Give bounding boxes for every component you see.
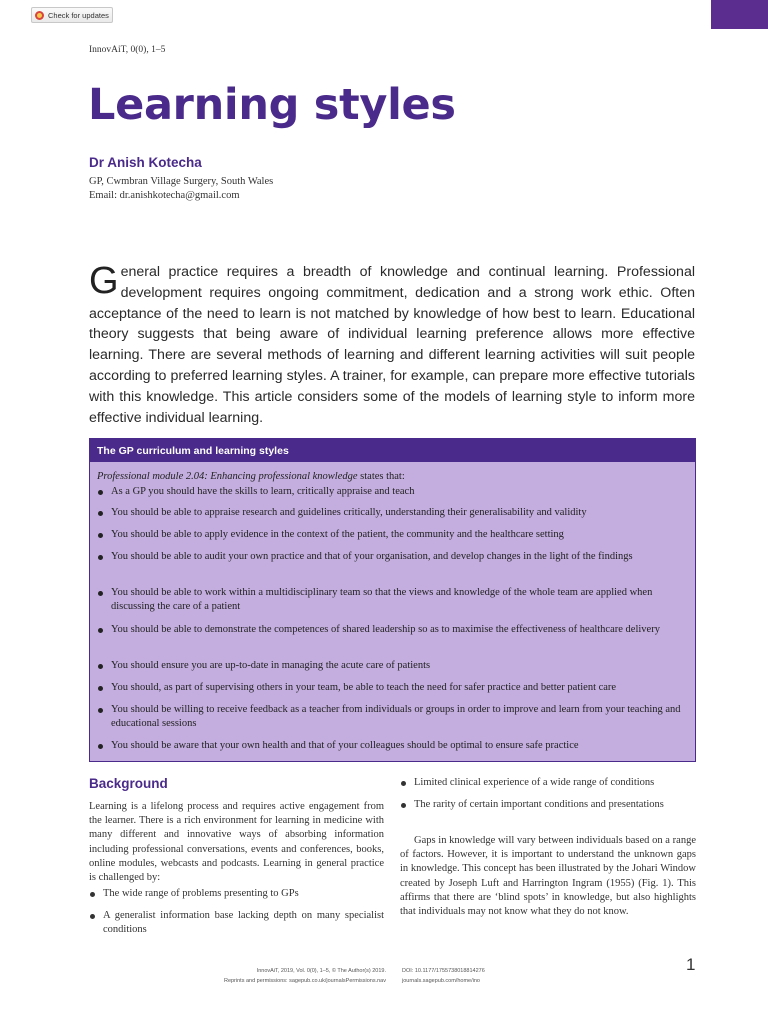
- footer-doi-block: [402, 967, 602, 986]
- author-affiliation-block: [89, 175, 273, 202]
- curriculum-box-title: The GP curriculum and learning styles: [90, 439, 695, 462]
- list-item: Limited clinical experience of a wide range of conditions: [400, 776, 696, 790]
- footer-copyright: [190, 967, 386, 986]
- curriculum-box-intro: [97, 471, 405, 482]
- list-item: You should ensure you are up-to-date in managing the acute care of patients: [97, 659, 689, 673]
- author-email: Email: dr.anishkotecha@gmail.com: [89, 189, 240, 201]
- journal-reference: InnovAiT, 0(0), 1–5: [89, 45, 166, 55]
- background-paragraph: Learning is a lifelong process and requires active engagement from the learner. There is a rich environment for learning in medicine with many different and innovative ways of absorbing information including professional conversations, events and conferences, books, online modules, webcasts and podcasts. Learning in general practice is challenged by:: [89, 801, 384, 884]
- list-item: You should be able to demonstrate the competences of shared leadership so as to maximise the effectiveness of healthcare delivery: [97, 623, 689, 637]
- curriculum-box: [89, 438, 696, 762]
- list-item: A generalist information base lacking depth on many specialist conditions: [89, 909, 384, 937]
- list-item: As a GP you should have the skills to learn, critically appraise and teach: [97, 485, 689, 499]
- footer-doi: DOI: 10.1177/1755738018814276: [402, 968, 485, 974]
- crossmark-icon: [35, 11, 44, 20]
- author-affiliation: GP, Cwmbran Village Surgery, South Wales: [89, 176, 274, 187]
- intro-paragraph: [89, 262, 695, 428]
- page-number: 1: [686, 955, 696, 974]
- check-for-updates-label: Check for updates: [48, 10, 109, 20]
- check-for-updates-button[interactable]: [31, 7, 113, 23]
- article-title: Learning styles: [88, 80, 456, 130]
- list-item: You should, as part of supervising others in your team, be able to teach the need for safer practice and better patient care: [97, 681, 689, 695]
- list-item: You should be able to audit your own practice and that of your organisation, and develop changes in the light of the findings: [97, 550, 689, 564]
- list-item: You should be willing to receive feedback as a teacher from individuals or groups in order to improve and learn from your teaching and educational sessions: [97, 703, 689, 732]
- list-item: You should be able to apply evidence in the context of the patient, the community and the healthcare setting: [97, 528, 689, 542]
- module-intro-rest: states that:: [357, 471, 405, 482]
- footer-citation: InnovAiT, 2019, Vol. 0(0), 1–5, © The Author(s) 2019.: [256, 968, 386, 974]
- drop-cap: G: [89, 260, 119, 302]
- footer-permissions: Reprints and permissions: sagepub.co.uk/journalsPermissions.nav: [223, 977, 386, 984]
- footer-journal-url: journals.sagepub.com/home/ino: [402, 977, 480, 984]
- list-item: You should be able to appraise research and guidelines critically, understanding their generalisability and validity: [97, 506, 689, 520]
- list-item: You should be able to work within a multidisciplinary team so that the views and knowledge of the whole team are applied when discussing the care of a patient: [97, 586, 689, 615]
- johari-paragraph: Gaps in knowledge will vary between individuals based on a range of factors. However, it is important to understand the unknown gaps in knowledge. This concept has been illustrated by the Johari Window created by Joseph Luft and Harrington Ingram (1955) (Fig. 1). This affirms that there are ‘blind spots’ in knowledge, but also highlights that individuals may not know what they do not know.: [400, 835, 696, 918]
- background-heading: Background: [89, 776, 168, 791]
- corner-accent: [711, 0, 768, 29]
- list-item: You should be aware that your own health and that of your colleagues should be optimal to ensure safe practice: [97, 739, 689, 753]
- list-item: The wide range of problems presenting to GPs: [89, 887, 384, 901]
- module-name: Professional module 2.04: Enhancing professional knowledge: [97, 471, 358, 482]
- intro-text: eneral practice requires a breadth of knowledge and continual learning. Professional development requires ongoing commitment, dedication and a strong work ethic. Often acceptance of the need to learn is not matched by knowledge of how best to learn. Educational theory suggests that being aware of individual learning preference allows more effective learning. There are several methods of learning and different learning activities will suit people according to preferred learning styles. A trainer, for example, can prepare more effective tutorials with this knowledge. This article considers some of the models of learning style to inform more effective individual learning.: [89, 264, 695, 426]
- list-item: The rarity of certain important conditions and presentations: [400, 798, 696, 812]
- author-name: Dr Anish Kotecha: [89, 155, 202, 170]
